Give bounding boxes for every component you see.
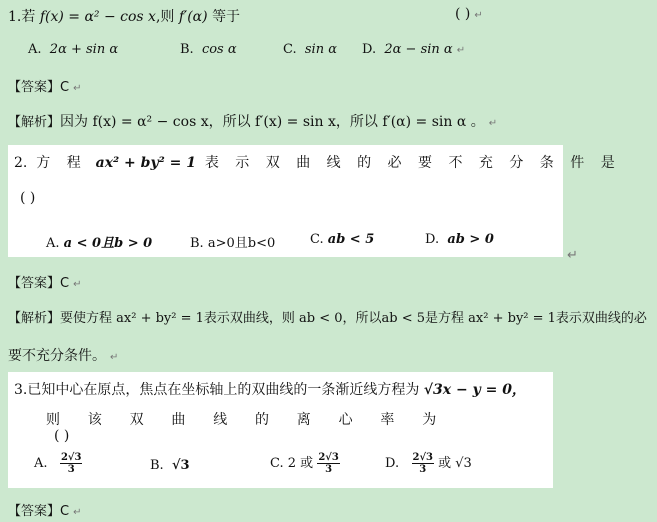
paragraph-mark-icon: ↵ — [110, 352, 119, 363]
q2-option-a — [46, 232, 152, 251]
q2-option-b-text: a>0且b<0 — [207, 236, 276, 251]
q2-option-c-letter: C. — [310, 232, 324, 247]
q2-analysis-line2-text: 要不充分条件。 — [8, 348, 106, 364]
q1-stem-mid: ,则 — [155, 9, 175, 25]
q3-option-a-letter: A. — [34, 456, 48, 471]
q1-option-b — [180, 42, 237, 57]
q1-option-c — [283, 42, 337, 57]
q1-paren — [455, 6, 483, 22]
q1-option-a-letter: A. — [28, 42, 42, 57]
q2-stem — [14, 152, 621, 172]
q1-option-c-text: sin α — [304, 42, 338, 57]
q2-stem-expr: ax² + by² = 1 — [95, 155, 196, 171]
q2-answer — [8, 272, 81, 291]
q3-option-d-fraction — [412, 452, 435, 475]
q3-option-a-fraction — [60, 452, 83, 475]
q2-option-c — [310, 232, 374, 247]
q3-option-a — [34, 452, 82, 475]
q3-option-d-den: 3 — [419, 464, 427, 475]
q1-stem-suffix: 等于 — [212, 9, 241, 25]
q1-option-c-letter: C. — [283, 42, 297, 57]
q3-option-c-fraction — [317, 452, 340, 475]
paragraph-mark-icon: ↵ — [73, 279, 82, 290]
q2-answer-label: 【答案】 — [8, 276, 61, 291]
paragraph-mark-icon: ↵ — [474, 10, 483, 21]
q2-option-c-text: ab < 5 — [327, 232, 375, 247]
q1-analysis-text: 因为 f(x) = α² − cos x，所以 f′(x) = sin x，所以 f′(α) = sin α 。 — [60, 114, 485, 130]
q2-option-a-text: a < 0且b > 0 — [63, 236, 153, 251]
q2-answer-value: C — [60, 276, 70, 291]
q3-option-b-text: √3 — [171, 458, 190, 473]
q3-paren-text: ( ) — [54, 428, 70, 444]
q3-option-c-den: 3 — [325, 464, 333, 475]
q2-analysis-line2 — [8, 345, 118, 365]
q3-option-d-post: 或 √3 — [438, 456, 472, 471]
q3-answer-label: 【答案】 — [8, 504, 61, 519]
q3-option-d-num: 2√3 — [412, 452, 433, 463]
q1-stem — [8, 6, 240, 26]
q2-option-a-letter: A. — [46, 236, 60, 251]
q3-stem-expr: √3x − y = 0， — [423, 382, 526, 398]
q2-stem-a: 方 程 — [36, 155, 87, 171]
paragraph-mark-icon: ↵ — [456, 45, 466, 56]
q1-option-b-letter: B. — [180, 42, 194, 57]
paragraph-mark-icon: ↵ — [73, 507, 82, 518]
q1-option-a-text: 2α + sin α — [49, 42, 119, 57]
q3-option-b-letter: B. — [150, 458, 164, 473]
q1-option-d — [362, 42, 465, 57]
q3-stem2 — [46, 409, 438, 429]
q2-option-d — [425, 232, 494, 247]
paragraph-mark-icon: ↵ — [73, 83, 82, 94]
q1-stem-expr: f(x) = α² − cos x — [39, 9, 156, 25]
q2-paren-text: ( ) — [20, 190, 36, 206]
q1-option-a — [28, 42, 118, 57]
q3-stem — [14, 379, 526, 399]
q3-answer — [8, 500, 81, 519]
q3-option-c-letter: C. — [270, 456, 284, 471]
paragraph-mark-icon: ↵ — [567, 248, 578, 263]
q3-option-b — [150, 458, 190, 473]
paragraph-mark-icon: ↵ — [488, 118, 498, 129]
q2-option-d-text: ab > 0 — [447, 232, 494, 247]
q3-option-d-letter: D. — [385, 456, 400, 471]
q2-stem-num: 2. — [14, 155, 28, 171]
q2-option-b-letter: B. — [190, 236, 204, 251]
q2-stem-b: 表 示 双 曲 线 的 必 要 不 充 分 条 件 是 — [204, 155, 621, 171]
q2-option-d-letter: D. — [425, 232, 440, 247]
q2-analysis-label: 【解析】 — [8, 311, 61, 326]
q3-option-a-den: 3 — [67, 464, 75, 475]
q3-answer-value: C — [60, 504, 70, 519]
q3-option-c-num: 2√3 — [318, 452, 339, 463]
q1-answer-value: C — [60, 80, 70, 95]
q2-option-b — [190, 232, 275, 251]
q2-analysis-line1-text: 要使方程 ax² + by² = 1表示双曲线，则 ab < 0，所以ab < 5是方程 ax² + by² = 1表示双曲线的必 — [60, 311, 647, 326]
q3-option-a-num: 2√3 — [60, 452, 82, 463]
q1-paren-text: ( ) — [455, 6, 471, 22]
q3-paren — [54, 428, 69, 444]
q1-stem-expr2: f′(α) — [178, 9, 208, 25]
q1-answer — [8, 76, 81, 95]
q1-stem-prefix: 1.若 — [8, 9, 36, 25]
q3-stem2-text: 则 该 双 曲 线 的 离 心 率 为 — [46, 412, 439, 428]
q2-analysis-line1 — [8, 307, 647, 326]
q3-option-d — [385, 452, 472, 475]
q1-option-d-letter: D. — [362, 42, 377, 57]
q1-answer-label: 【答案】 — [8, 80, 61, 95]
q3-option-c-pre: 2 或 — [287, 456, 314, 471]
q1-analysis-label: 【解析】 — [8, 115, 61, 130]
q1-option-d-text: 2α − sin α — [384, 42, 453, 57]
q2-paren — [20, 190, 35, 206]
q3-option-c — [270, 452, 340, 475]
q1-analysis — [8, 111, 497, 131]
q1-option-b-text: cos α — [201, 42, 237, 57]
q3-stem-text: 3.已知中心在原点，焦点在坐标轴上的双曲线的一条渐近线方程为 — [14, 382, 420, 398]
